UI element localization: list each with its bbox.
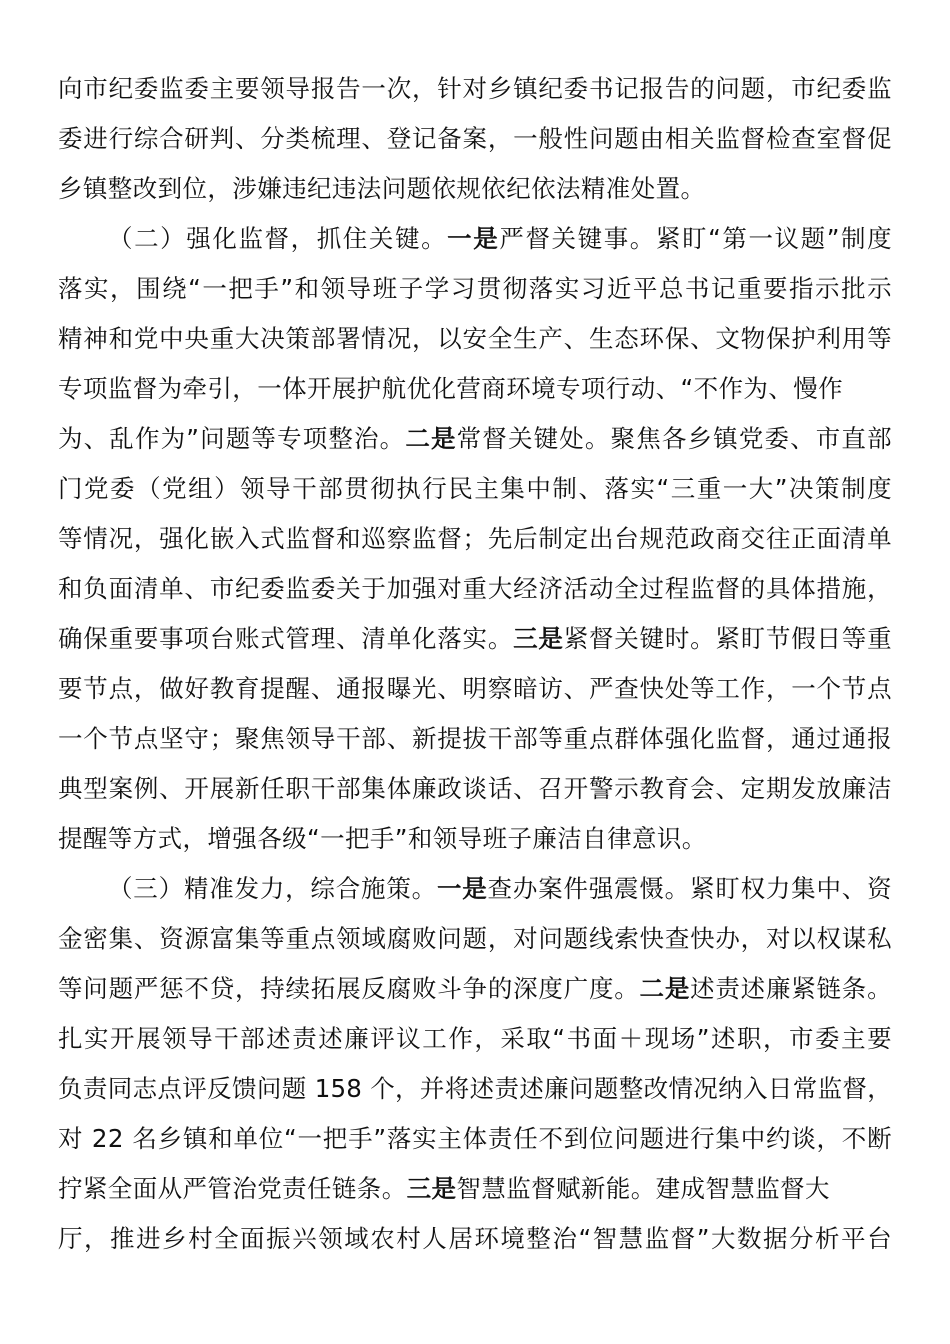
text-run: 专项监督为牵引，一体开展护航优化营商环境专项行动、“不作为、慢作: [58, 374, 843, 403]
text-line: [58, 1164, 892, 1214]
text-run: 负责同志点评反馈问题 158 个，并将述责述廉问题整改情况纳入日常监督，: [58, 1074, 892, 1103]
paragraph-heading-line: [58, 864, 892, 914]
text-run: 典型案例、开展新任职干部集体廉政谈话、召开警示教育会、定期发放廉洁: [58, 774, 892, 803]
text-line: [58, 964, 892, 1014]
bold-marker: 三是: [513, 624, 564, 653]
text-run: 精神和党中央重大决策部署情况，以安全生产、生态环保、文物保护利用等: [58, 324, 892, 353]
text-run: 金密集、资源富集等重点领域腐败问题，对问题线索快查快办，对以权谋私: [58, 924, 892, 953]
text-run: 厅，推进乡村全面振兴领域农村人居环境整治“智慧监督”大数据分析平台: [58, 1224, 892, 1253]
text-line: [58, 364, 892, 414]
text-line: [58, 464, 892, 514]
text-line: [58, 164, 892, 214]
text-line: [58, 414, 892, 464]
text-run: 委进行综合研判、分类梳理、登记备案，一般性问题由相关监督检查室督促: [58, 124, 892, 153]
text-run: 门党委（党组）领导干部贯彻执行民主集中制、落实“三重一大”决策制度: [58, 474, 892, 503]
text-line: [58, 1014, 892, 1064]
text-run: 严督关键事。紧盯“第一议题”制度: [499, 224, 892, 253]
text-run: 拧紧全面从严管治党责任链条。: [58, 1174, 407, 1203]
text-line: [58, 814, 892, 864]
text-run: 要节点，做好教育提醒、通报曝光、明察暗访、严查快处等工作，一个节点: [58, 674, 892, 703]
text-run: 对 22 名乡镇和单位“一把手”落实主体责任不到位问题进行集中约谈，不断: [58, 1124, 892, 1153]
text-run: 乡镇整改到位，涉嫌违纪违法问题依规依纪依法精准处置。: [58, 174, 706, 203]
text-line: [58, 314, 892, 364]
bold-marker: 三是: [406, 1174, 457, 1203]
text-run: 一个节点坚守；聚焦领导干部、新提拔干部等重点群体强化监督，通过通报: [58, 724, 892, 753]
text-run: 向市纪委监委主要领导报告一次，针对乡镇纪委书记报告的问题，市纪委监: [58, 74, 892, 103]
text-run: 述责述廉紧链条。: [690, 974, 892, 1003]
bold-marker: 一是: [447, 224, 500, 253]
text-run: 等问题严惩不贷，持续拓展反腐败斗争的深度广度。: [58, 974, 640, 1003]
text-run: 扎实开展领导干部述责述廉评议工作，采取“书面＋现场”述职，市委主要: [58, 1024, 892, 1053]
text-line: [58, 714, 892, 764]
text-run: 和负面清单、市纪委监委关于加强对重大经济活动全过程监督的具体措施，: [58, 574, 892, 603]
paragraph-heading-line: [58, 214, 892, 264]
text-line: [58, 564, 892, 614]
text-run: 等情况，强化嵌入式监督和巡察监督；先后制定出台规范政商交往正面清单: [58, 524, 892, 553]
text-line: [58, 64, 892, 114]
text-line: [58, 614, 892, 664]
section-heading: （三）精准发力，综合施策。: [108, 874, 437, 903]
text-line: [58, 514, 892, 564]
text-run: 确保重要事项台账式管理、清单化落实。: [58, 624, 514, 653]
text-line: [58, 914, 892, 964]
text-line: [58, 1214, 892, 1264]
text-line: [58, 664, 892, 714]
text-run: 为、乱作为”问题等专项整治。: [58, 424, 406, 453]
text-run: 查办案件强震慑。紧盯权力集中、资: [487, 874, 892, 903]
bold-marker: 二是: [639, 974, 691, 1003]
text-run: 智慧监督赋新能。建成智慧监督大: [456, 1174, 830, 1203]
bold-marker: 二是: [405, 424, 457, 453]
bold-marker: 一是: [436, 874, 488, 903]
text-run: 提醒等方式，增强各级“一把手”和领导班子廉洁自律意识。: [58, 824, 707, 853]
text-run: 落实，围绕“一把手”和领导班子学习贯彻落实习近平总书记重要指示批示: [58, 274, 892, 303]
text-line: [58, 1064, 892, 1114]
text-run: 常督关键处。聚焦各乡镇党委、市直部: [456, 424, 892, 453]
text-line: [58, 114, 892, 164]
text-line: [58, 264, 892, 314]
text-run: 紧督关键时。紧盯节假日等重: [563, 624, 892, 653]
document-body: [58, 64, 892, 1264]
section-heading: （二）强化监督，抓住关键。: [108, 224, 448, 253]
text-line: [58, 764, 892, 814]
text-line: [58, 1114, 892, 1164]
